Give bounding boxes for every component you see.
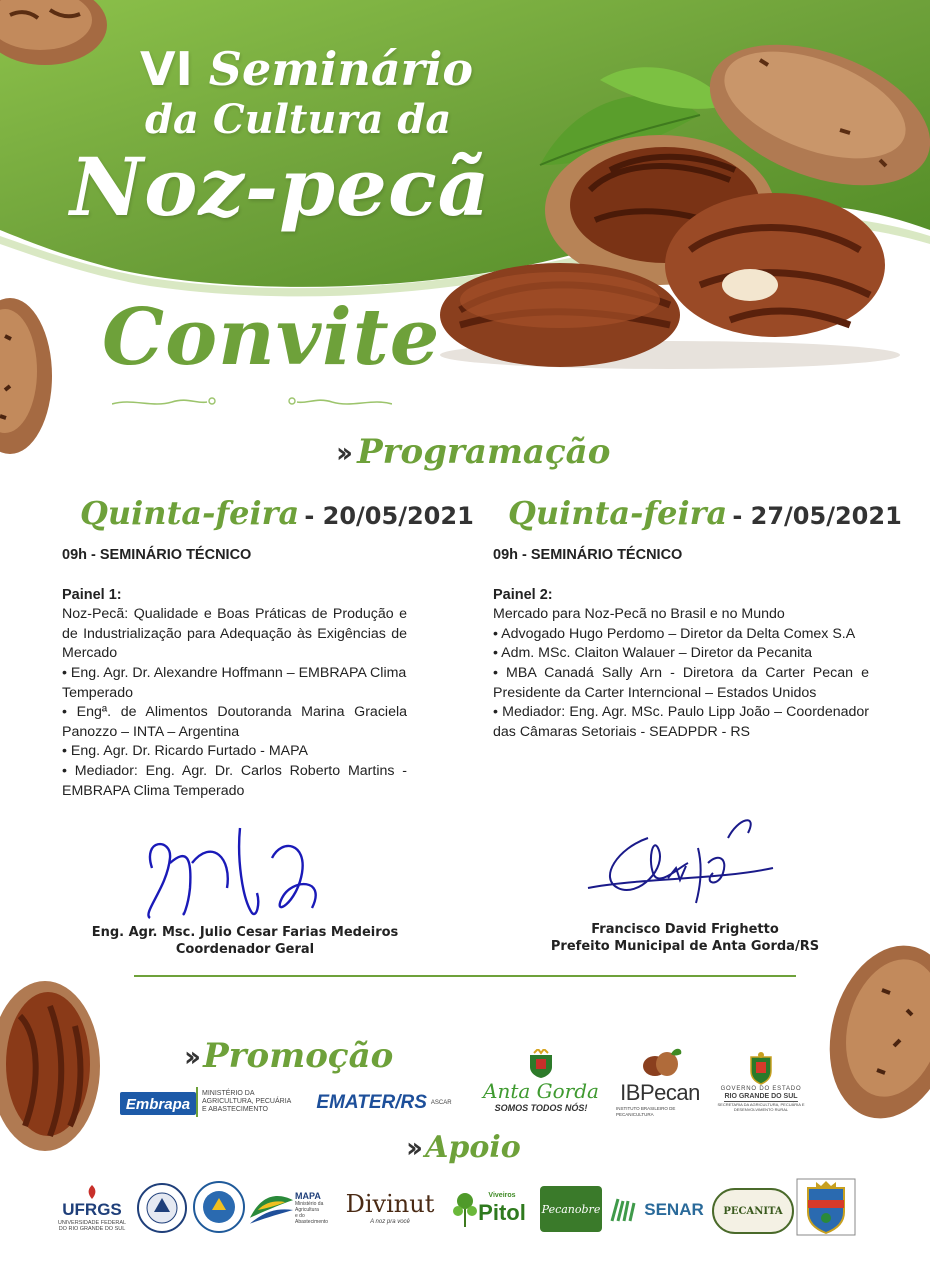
ufrgs-flame-icon [84, 1184, 100, 1200]
mapa-subtext: Agricultura [295, 1207, 319, 1213]
pecan-nut-top-left-image [0, 0, 115, 75]
programacao-heading [336, 432, 610, 472]
ministerio-line: E ABASTECIMENTO [202, 1106, 268, 1113]
ministerio-line: AGRICULTURA, PECUÁRIA [202, 1098, 292, 1105]
panel-item: • Mediador: Eng. Agr. Dr. Carlos Roberto Martins - EMBRAPA Clima Temperado [62, 762, 407, 799]
governo-rs-coat-of-arms-icon [746, 1051, 776, 1085]
apoio-heading [406, 1130, 521, 1165]
day-date: - 27/05/2021 [732, 502, 902, 530]
pitol-text: Pitol [478, 1200, 526, 1225]
panel-topic: Noz-Pecã: Qualidade e Boas Práticas de Produção e de Industrialização para Adequação às Exigências de Mercado [62, 606, 407, 662]
ufrgs-subtext: DO RIO GRANDE DO SUL [58, 1226, 126, 1232]
signer-name: Francisco David Frighetto [591, 922, 779, 937]
programacao-title: Programação [357, 432, 611, 472]
pecanobre-text: Pecanobre [541, 1202, 601, 1216]
mapa-subtext: Ministério da [295, 1201, 324, 1207]
panel-topic: Mercado para Noz-Pecã no Brasil e no Mundo [493, 606, 785, 623]
double-chevron-icon: ›› [184, 1039, 196, 1073]
ministerio-line: MINISTÉRIO DA [202, 1090, 255, 1097]
day-date: - 20/05/2021 [304, 502, 474, 530]
pecanita-logo [712, 1188, 794, 1234]
title-roman-numeral: VI [140, 42, 193, 96]
title-line-2: da Cultura da [145, 96, 452, 143]
promocao-title: Promoção [203, 1036, 394, 1076]
day-name: Quinta-feira [508, 494, 728, 532]
emater-logo [306, 1088, 462, 1118]
emater-text: EMATER/RS [316, 1092, 427, 1113]
double-chevron-icon: ›› [336, 435, 348, 469]
panel-label: Painel 2: [493, 586, 553, 603]
panel-item: • Eng. Agr. Dr. Alexandre Hoffmann – EMBRAPA Clima Temperado [62, 664, 407, 701]
anta-gorda-slogan: SOMOS TODOS NÓS! [494, 1103, 588, 1113]
double-chevron-icon: ›› [406, 1131, 418, 1164]
university-seal-2-icon [192, 1180, 246, 1234]
section-divider [134, 975, 796, 977]
municipal-coat-of-arms-icon [796, 1178, 856, 1236]
pitol-top-text: Viveiros [488, 1192, 516, 1199]
pecan-nut-left-image [0, 296, 55, 456]
mapa-flag-icon [248, 1188, 295, 1228]
ufrgs-logo [56, 1180, 128, 1236]
mapa-logo [248, 1182, 338, 1234]
university-seal-1-icon [136, 1182, 188, 1234]
ministerio-agricultura-logo [196, 1087, 302, 1117]
signature-right-image [578, 808, 778, 918]
governo-subtext: SECRETARIA DA AGRICULTURA, PECUÁRIA E DESENVOLVIMENTO RURAL [717, 1101, 805, 1112]
signer-name: Eng. Agr. Msc. Julio Cesar Farias Medeiros [91, 925, 399, 940]
panel-label: Painel 1: [62, 586, 122, 603]
embrapa-text: Embrapa [125, 1095, 191, 1113]
pecanobre-logo [540, 1186, 602, 1232]
anta-gorda-crest-icon [526, 1049, 556, 1079]
pecan-nut-bottom-left-image [0, 976, 110, 1156]
panel-item: • Engª. de Alimentos Doutoranda Marina Graciela Panozzo – INTA – Argentina [62, 704, 407, 740]
mapa-subtext: e do Abastecimento [295, 1213, 329, 1225]
promocao-heading [184, 1036, 393, 1076]
divinut-text: Divinut [345, 1190, 435, 1218]
panel-item: • Adm. MSc. Claiton Walauer – Diretor da Pecanita [493, 645, 813, 662]
anta-gorda-logo [478, 1040, 604, 1122]
mapa-text: MAPA [295, 1191, 321, 1201]
senar-logo [606, 1190, 706, 1230]
ufrgs-text: UFRGS [62, 1200, 122, 1219]
day-name: Quinta-feira [80, 494, 300, 532]
ibpecan-nut-icon [637, 1046, 683, 1080]
senar-emblem-icon [608, 1195, 638, 1225]
panel-item: • Advogado Hugo Perdomo – Diretor da Delta Comex S.A [493, 625, 856, 642]
ufrgs-subtext: UNIVERSIDADE FEDERAL [57, 1220, 127, 1226]
governo-rs-logo [716, 1040, 806, 1122]
panel-item: • MBA Canadá Sally Arn - Diretora da Carter Pecan e Presidente da Carter Interncional – Estados Unidos [493, 664, 869, 701]
title-line-1 [140, 42, 473, 96]
signature-left-image [132, 818, 342, 928]
divinut-logo [342, 1184, 438, 1232]
program-column-right [493, 546, 869, 742]
emater-ascar-text: ASCAR [430, 1100, 452, 1106]
viveiros-pitol-logo [444, 1186, 534, 1232]
program-column-left [62, 546, 407, 801]
signer-role: Prefeito Municipal de Anta Gorda/RS [550, 939, 820, 954]
signer-role: Coordenador Geral [175, 942, 315, 957]
governo-line: RIO GRANDE DO SUL [724, 1092, 798, 1100]
anta-gorda-text: Anta Gorda [483, 1079, 599, 1103]
ornament-divider [112, 394, 392, 412]
panel-item: • Eng. Agr. Dr. Ricardo Furtado - MAPA [62, 743, 308, 760]
title-seminario: Seminário [208, 42, 474, 96]
session-title: 09h - SEMINÁRIO TÉCNICO [493, 547, 683, 563]
pecan-nut-bottom-right-image [822, 940, 930, 1120]
ibpecan-text: IBPecan [620, 1080, 700, 1105]
ibpecan-subtext: INSTITUTO BRASILEIRO DE PECANICULTURA [616, 1106, 676, 1117]
governo-line: GOVERNO DO ESTADO [720, 1085, 802, 1092]
apoio-title: Apoio [425, 1130, 521, 1165]
session-title: 09h - SEMINÁRIO TÉCNICO [62, 547, 252, 563]
divinut-subtext: A noz pra você [370, 1219, 410, 1225]
pecanita-text: PECANITA [723, 1205, 783, 1217]
embrapa-logo [118, 1088, 198, 1118]
signature-right-caption [520, 921, 850, 955]
pecan-cluster-image [430, 20, 930, 380]
ibpecan-logo [616, 1042, 704, 1122]
pitol-plant-icon [452, 1191, 478, 1227]
senar-text: SENAR [644, 1200, 704, 1219]
day-header-right [508, 494, 902, 532]
convite-heading: Convite [102, 292, 441, 383]
signature-left-caption [80, 924, 410, 958]
title-line-3: Noz-pecã [70, 140, 491, 234]
panel-item: • Mediador: Eng. Agr. MSc. Paulo Lipp João – Coordenador das Câmaras Setoriais - SEADPDR - RS [493, 704, 869, 740]
day-header-left [80, 494, 474, 532]
